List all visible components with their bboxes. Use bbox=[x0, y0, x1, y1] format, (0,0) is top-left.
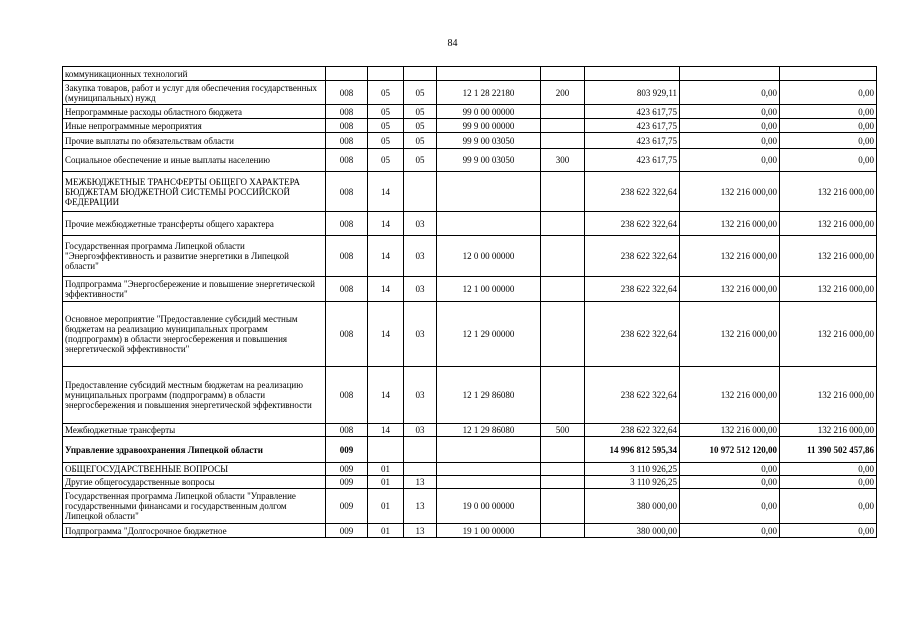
cell-expense-type bbox=[541, 67, 585, 81]
cell-expense-type bbox=[541, 133, 585, 149]
cell-sum-year-1: 423 617,75 bbox=[585, 149, 680, 172]
cell-name: коммуникационных технологий bbox=[63, 67, 326, 81]
cell-ved: 008 bbox=[326, 302, 368, 367]
cell-podrazdel: 03 bbox=[404, 424, 437, 437]
cell-razdel: 01 bbox=[368, 463, 404, 476]
cell-expense-type bbox=[541, 302, 585, 367]
cell-expense-type: 500 bbox=[541, 424, 585, 437]
table-row bbox=[63, 119, 877, 133]
cell-razdel bbox=[368, 67, 404, 81]
cell-name: Предоставление субсидий местным бюджетам на реализацию муниципальных программ (подпрограмм) в области энергосбережения и повышения энергетической эффективности bbox=[63, 367, 326, 424]
table-row bbox=[63, 67, 877, 81]
cell-razdel: 14 bbox=[368, 172, 404, 212]
cell-target-article: 99 9 00 03050 bbox=[437, 133, 541, 149]
cell-sum-year-1: 423 617,75 bbox=[585, 105, 680, 119]
cell-sum-year-1: 423 617,75 bbox=[585, 119, 680, 133]
cell-sum-year-3: 132 216 000,00 bbox=[780, 367, 877, 424]
cell-name: Основное мероприятие "Предоставление субсидий местным бюджетам на реализацию муниципальных программ (подпрограмм) в области энергосбережения и повышения энергетической эффективности" bbox=[63, 302, 326, 367]
cell-name: Непрограммные расходы областного бюджета bbox=[63, 105, 326, 119]
cell-sum-year-3: 0,00 bbox=[780, 81, 877, 105]
cell-sum-year-3: 0,00 bbox=[780, 524, 877, 538]
cell-sum-year-1: 380 000,00 bbox=[585, 524, 680, 538]
cell-sum-year-2 bbox=[680, 67, 780, 81]
cell-razdel: 05 bbox=[368, 119, 404, 133]
table-row bbox=[63, 212, 877, 236]
cell-podrazdel: 03 bbox=[404, 277, 437, 302]
table-row bbox=[63, 437, 877, 463]
cell-name: ОБЩЕГОСУДАРСТВЕННЫЕ ВОПРОСЫ bbox=[63, 463, 326, 476]
cell-sum-year-2: 0,00 bbox=[680, 105, 780, 119]
cell-name: Закупка товаров, работ и услуг для обеспечения государственных (муниципальных) нужд bbox=[63, 81, 326, 105]
cell-expense-type bbox=[541, 277, 585, 302]
cell-sum-year-2: 132 216 000,00 bbox=[680, 277, 780, 302]
cell-razdel: 14 bbox=[368, 236, 404, 277]
cell-target-article: 99 0 00 00000 bbox=[437, 105, 541, 119]
cell-ved: 008 bbox=[326, 236, 368, 277]
cell-name: Межбюджетные трансферты bbox=[63, 424, 326, 437]
cell-sum-year-2: 132 216 000,00 bbox=[680, 424, 780, 437]
cell-ved: 009 bbox=[326, 463, 368, 476]
cell-sum-year-2: 132 216 000,00 bbox=[680, 172, 780, 212]
cell-sum-year-1: 380 000,00 bbox=[585, 489, 680, 524]
cell-podrazdel bbox=[404, 463, 437, 476]
cell-name: Государственная программа Липецкой области "Управление государственными финансами и государственным долгом Липецкой области" bbox=[63, 489, 326, 524]
cell-razdel: 14 bbox=[368, 302, 404, 367]
cell-razdel: 05 bbox=[368, 133, 404, 149]
cell-expense-type bbox=[541, 489, 585, 524]
cell-razdel: 14 bbox=[368, 212, 404, 236]
cell-target-article bbox=[437, 67, 541, 81]
cell-sum-year-1: 14 996 812 595,34 bbox=[585, 437, 680, 463]
cell-podrazdel: 05 bbox=[404, 133, 437, 149]
table-row bbox=[63, 105, 877, 119]
cell-sum-year-2: 0,00 bbox=[680, 81, 780, 105]
cell-razdel: 01 bbox=[368, 489, 404, 524]
cell-ved: 009 bbox=[326, 524, 368, 538]
cell-sum-year-3: 132 216 000,00 bbox=[780, 172, 877, 212]
cell-sum-year-2: 132 216 000,00 bbox=[680, 302, 780, 367]
cell-razdel: 14 bbox=[368, 277, 404, 302]
cell-ved: 008 bbox=[326, 424, 368, 437]
cell-ved: 009 bbox=[326, 437, 368, 463]
cell-ved: 008 bbox=[326, 367, 368, 424]
cell-razdel: 14 bbox=[368, 424, 404, 437]
cell-podrazdel: 03 bbox=[404, 236, 437, 277]
cell-sum-year-3: 0,00 bbox=[780, 476, 877, 489]
cell-sum-year-2: 0,00 bbox=[680, 476, 780, 489]
cell-sum-year-2: 0,00 bbox=[680, 149, 780, 172]
cell-podrazdel bbox=[404, 172, 437, 212]
cell-expense-type bbox=[541, 524, 585, 538]
table-row bbox=[63, 133, 877, 149]
cell-sum-year-2: 0,00 bbox=[680, 119, 780, 133]
cell-razdel bbox=[368, 437, 404, 463]
cell-sum-year-2: 132 216 000,00 bbox=[680, 236, 780, 277]
cell-name: Иные непрограммные мероприятия bbox=[63, 119, 326, 133]
cell-sum-year-1 bbox=[585, 67, 680, 81]
cell-podrazdel: 03 bbox=[404, 212, 437, 236]
cell-sum-year-2: 10 972 512 120,00 bbox=[680, 437, 780, 463]
budget-table bbox=[62, 66, 877, 538]
table-row bbox=[63, 277, 877, 302]
cell-target-article bbox=[437, 172, 541, 212]
cell-expense-type bbox=[541, 119, 585, 133]
cell-ved: 008 bbox=[326, 119, 368, 133]
cell-sum-year-3: 132 216 000,00 bbox=[780, 277, 877, 302]
cell-target-article: 19 0 00 00000 bbox=[437, 489, 541, 524]
cell-target-article: 12 1 00 00000 bbox=[437, 277, 541, 302]
cell-razdel: 05 bbox=[368, 149, 404, 172]
cell-sum-year-1: 238 622 322,64 bbox=[585, 302, 680, 367]
table-row bbox=[63, 489, 877, 524]
cell-name: Управление здравоохранения Липецкой области bbox=[63, 437, 326, 463]
cell-sum-year-2: 132 216 000,00 bbox=[680, 367, 780, 424]
cell-name: Другие общегосударственные вопросы bbox=[63, 476, 326, 489]
cell-sum-year-1: 238 622 322,64 bbox=[585, 367, 680, 424]
cell-target-article: 12 1 29 86080 bbox=[437, 367, 541, 424]
cell-razdel: 05 bbox=[368, 81, 404, 105]
cell-target-article: 12 1 29 00000 bbox=[437, 302, 541, 367]
table-row bbox=[63, 81, 877, 105]
cell-name: Подпрограмма "Энергосбережение и повышение энергетической эффективности" bbox=[63, 277, 326, 302]
cell-sum-year-1: 238 622 322,64 bbox=[585, 172, 680, 212]
cell-expense-type bbox=[541, 212, 585, 236]
cell-podrazdel: 13 bbox=[404, 476, 437, 489]
cell-sum-year-3: 0,00 bbox=[780, 489, 877, 524]
cell-podrazdel: 03 bbox=[404, 302, 437, 367]
cell-razdel: 14 bbox=[368, 367, 404, 424]
cell-sum-year-2: 0,00 bbox=[680, 463, 780, 476]
cell-podrazdel: 13 bbox=[404, 489, 437, 524]
cell-sum-year-3: 0,00 bbox=[780, 105, 877, 119]
cell-ved: 008 bbox=[326, 105, 368, 119]
cell-podrazdel: 13 bbox=[404, 524, 437, 538]
cell-sum-year-2: 0,00 bbox=[680, 489, 780, 524]
cell-ved: 008 bbox=[326, 149, 368, 172]
cell-ved: 009 bbox=[326, 489, 368, 524]
cell-target-article bbox=[437, 212, 541, 236]
cell-razdel: 01 bbox=[368, 524, 404, 538]
cell-sum-year-1: 238 622 322,64 bbox=[585, 277, 680, 302]
cell-target-article bbox=[437, 437, 541, 463]
cell-sum-year-3: 132 216 000,00 bbox=[780, 424, 877, 437]
cell-target-article: 12 1 28 22180 bbox=[437, 81, 541, 105]
table-row bbox=[63, 172, 877, 212]
page-number: 84 bbox=[447, 38, 458, 49]
cell-sum-year-3: 132 216 000,00 bbox=[780, 236, 877, 277]
cell-podrazdel: 05 bbox=[404, 149, 437, 172]
cell-expense-type bbox=[541, 367, 585, 424]
table-row bbox=[63, 424, 877, 437]
cell-ved: 008 bbox=[326, 277, 368, 302]
cell-sum-year-1: 238 622 322,64 bbox=[585, 424, 680, 437]
cell-sum-year-3 bbox=[780, 67, 877, 81]
cell-ved bbox=[326, 67, 368, 81]
cell-sum-year-3: 0,00 bbox=[780, 119, 877, 133]
cell-target-article: 99 9 00 00000 bbox=[437, 119, 541, 133]
cell-sum-year-1: 3 110 926,25 bbox=[585, 463, 680, 476]
cell-ved: 008 bbox=[326, 81, 368, 105]
cell-podrazdel: 05 bbox=[404, 119, 437, 133]
cell-ved: 008 bbox=[326, 212, 368, 236]
cell-target-article: 19 1 00 00000 bbox=[437, 524, 541, 538]
cell-target-article bbox=[437, 463, 541, 476]
cell-podrazdel: 03 bbox=[404, 367, 437, 424]
cell-target-article: 12 0 00 00000 bbox=[437, 236, 541, 277]
cell-name: Государственная программа Липецкой области "Энергоэффективность и развитие энергетики в Липецкой области" bbox=[63, 236, 326, 277]
table-row bbox=[63, 149, 877, 172]
cell-podrazdel: 05 bbox=[404, 81, 437, 105]
cell-sum-year-3: 11 390 502 457,86 bbox=[780, 437, 877, 463]
cell-expense-type bbox=[541, 437, 585, 463]
table-row bbox=[63, 367, 877, 424]
cell-sum-year-3: 132 216 000,00 bbox=[780, 302, 877, 367]
cell-sum-year-2: 0,00 bbox=[680, 133, 780, 149]
cell-target-article: 99 9 00 03050 bbox=[437, 149, 541, 172]
table-row bbox=[63, 463, 877, 476]
cell-expense-type bbox=[541, 463, 585, 476]
cell-name: МЕЖБЮДЖЕТНЫЕ ТРАНСФЕРТЫ ОБЩЕГО ХАРАКТЕРА БЮДЖЕТАМ БЮДЖЕТНОЙ СИСТЕМЫ РОССИЙСКОЙ ФЕДЕРАЦИИ bbox=[63, 172, 326, 212]
cell-name: Социальное обеспечение и иные выплаты населению bbox=[63, 149, 326, 172]
cell-sum-year-3: 0,00 bbox=[780, 149, 877, 172]
cell-name: Прочие выплаты по обязательствам области bbox=[63, 133, 326, 149]
table-row bbox=[63, 524, 877, 538]
cell-sum-year-1: 3 110 926,25 bbox=[585, 476, 680, 489]
cell-expense-type bbox=[541, 105, 585, 119]
cell-ved: 009 bbox=[326, 476, 368, 489]
cell-razdel: 01 bbox=[368, 476, 404, 489]
cell-sum-year-1: 803 929,11 bbox=[585, 81, 680, 105]
cell-sum-year-3: 132 216 000,00 bbox=[780, 212, 877, 236]
cell-expense-type: 200 bbox=[541, 81, 585, 105]
cell-target-article: 12 1 29 86080 bbox=[437, 424, 541, 437]
cell-ved: 008 bbox=[326, 133, 368, 149]
cell-sum-year-2: 132 216 000,00 bbox=[680, 212, 780, 236]
cell-target-article bbox=[437, 476, 541, 489]
cell-podrazdel: 05 bbox=[404, 105, 437, 119]
cell-sum-year-2: 0,00 bbox=[680, 524, 780, 538]
cell-sum-year-3: 0,00 bbox=[780, 133, 877, 149]
cell-expense-type bbox=[541, 236, 585, 277]
cell-expense-type bbox=[541, 476, 585, 489]
cell-podrazdel bbox=[404, 67, 437, 81]
table-row bbox=[63, 236, 877, 277]
cell-razdel: 05 bbox=[368, 105, 404, 119]
cell-sum-year-1: 423 617,75 bbox=[585, 133, 680, 149]
cell-name: Подпрограмма "Долгосрочное бюджетное bbox=[63, 524, 326, 538]
cell-sum-year-1: 238 622 322,64 bbox=[585, 212, 680, 236]
cell-podrazdel bbox=[404, 437, 437, 463]
cell-name: Прочие межбюджетные трансферты общего характера bbox=[63, 212, 326, 236]
cell-ved: 008 bbox=[326, 172, 368, 212]
cell-sum-year-3: 0,00 bbox=[780, 463, 877, 476]
cell-expense-type bbox=[541, 172, 585, 212]
table-row bbox=[63, 302, 877, 367]
table-row bbox=[63, 476, 877, 489]
cell-expense-type: 300 bbox=[541, 149, 585, 172]
cell-sum-year-1: 238 622 322,64 bbox=[585, 236, 680, 277]
